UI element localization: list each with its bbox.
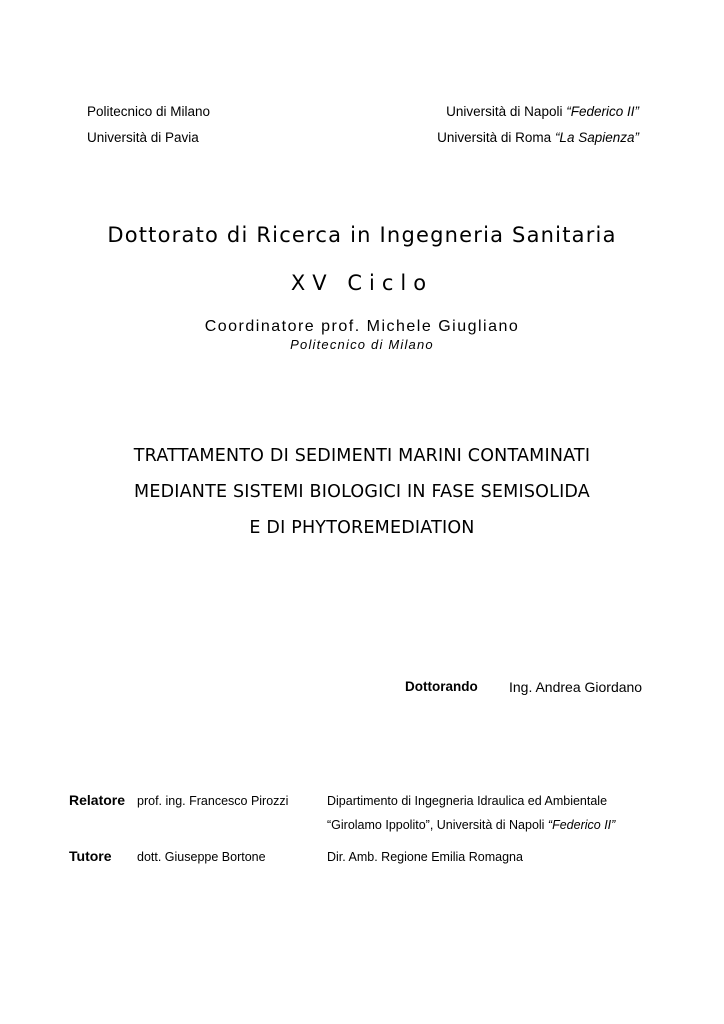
university-napoli-text: Università di Napoli — [446, 104, 567, 119]
thesis-title-line-3: E DI PHYTOREMEDIATION — [249, 518, 475, 538]
university-napoli-italic: “Federico II” — [566, 104, 639, 119]
tutore-affiliation: Dir. Amb. Regione Emilia Romagna — [327, 850, 523, 864]
coordinator: Coordinatore prof. Michele Giugliano — [204, 318, 520, 335]
university-pavia: Università di Pavia — [87, 130, 199, 145]
relatore-affiliation-line-1: Dipartimento di Ingegneria Idraulica ed Ambientale — [327, 794, 608, 808]
candidate-label: Dottorando — [405, 679, 478, 694]
relatore-affiliation-line-2-italic: “Federico II” — [547, 818, 616, 832]
relatore-affiliation-line-2 — [327, 818, 615, 832]
university-roma-text: Università di Roma — [437, 130, 555, 145]
university-roma-italic: “La Sapienza” — [554, 130, 639, 145]
doctorate-cycle: XV Ciclo — [290, 271, 434, 295]
relatore-affiliation-line-2-text: “Girolamo Ippolito”, Università di Napoli — [327, 818, 548, 832]
tutore-label: Tutore — [69, 848, 112, 864]
relatore-name: prof. ing. Francesco Pirozzi — [137, 794, 289, 808]
tutore-name: dott. Giuseppe Bortone — [137, 850, 266, 864]
doctorate-title: Dottorato di Ricerca in Ingegneria Sanitaria — [107, 223, 617, 247]
thesis-title-line-2: MEDIANTE SISTEMI BIOLOGICI IN FASE SEMISOLIDA — [134, 482, 590, 502]
relatore-label: Relatore — [69, 792, 126, 808]
university-napoli — [446, 104, 639, 119]
university-politecnico-milano: Politecnico di Milano — [87, 104, 211, 119]
coordinator-affiliation: Politecnico di Milano — [290, 337, 434, 352]
thesis-title-line-1: TRATTAMENTO DI SEDIMENTI MARINI CONTAMINATI — [133, 446, 591, 466]
university-roma — [437, 130, 639, 145]
candidate-name: Ing. Andrea Giordano — [509, 679, 643, 695]
